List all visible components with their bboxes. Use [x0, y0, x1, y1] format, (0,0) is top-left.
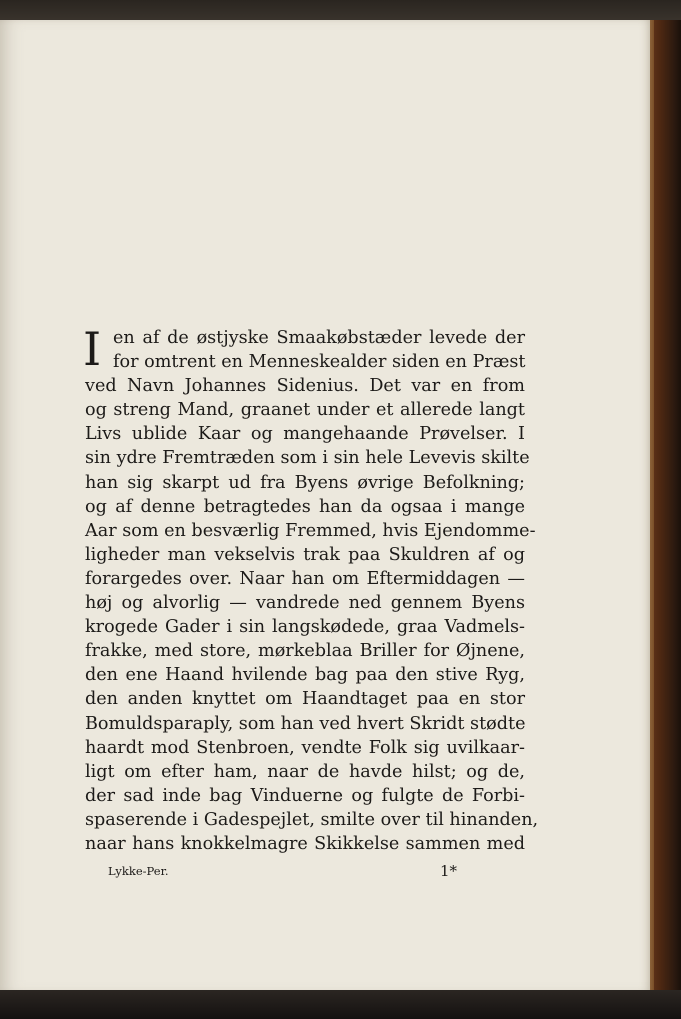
top-edge	[0, 0, 681, 22]
text-line: høj og alvorlig — vandrede ned gennem Byens	[85, 593, 525, 614]
signature-mark: 1*	[440, 862, 458, 880]
text-line: ligt om efter ham, naar de havde hilst; og de,	[85, 761, 525, 782]
text-line: ved Navn Johannes Sidenius. Det var en from	[85, 376, 525, 397]
text-line: krogede Gader i sin langskødede, graa Vadmels-	[85, 617, 525, 638]
text-line: frakke, med store, mørkeblaa Briller for Øjnene,	[85, 641, 525, 662]
text-line: forargedes over. Naar han om Eftermiddagen —	[85, 568, 525, 589]
text-line: sin ydre Fremtræden som i sin hele Levevis skilte	[85, 448, 530, 469]
text-line: Aar som en besværlig Fremmed, hvis Ejendomme-	[85, 520, 536, 541]
drop-cap: I	[83, 322, 102, 376]
text-line: haardt mod Stenbroen, vendte Folk sig uvilkaar-	[85, 737, 525, 758]
text-line: den ene Haand hvilende bag paa den stive Ryg,	[85, 665, 525, 686]
signature-label: Lykke-Per.	[108, 864, 169, 878]
text-line: der sad inde bag Vinduerne og fulgte de Forbi-	[85, 785, 525, 806]
text-line: og af denne betragtedes han da ogsaa i mange	[85, 496, 525, 517]
text-line: ligheder man vekselvis trak paa Skuldren af og	[85, 544, 525, 565]
text-line: den anden knyttet om Haandtaget paa en stor	[85, 689, 525, 710]
text-line: en af de østjyske Smaakøbstæder levede der	[113, 328, 525, 348]
text-line: Bomuldsparaply, som han ved hvert Skridt stødte	[85, 713, 526, 734]
body-text	[83, 322, 539, 856]
text-line: og streng Mand, graanet under et allerede langt	[85, 400, 525, 421]
text-line: naar hans knokkelmagre Skikkelse sammen med	[85, 833, 525, 854]
bottom-edge	[0, 990, 681, 1019]
text-line: spaserende i Gadespejlet, smilte over til hinanden,	[85, 809, 539, 830]
text-line: han sig skarpt ud fra Byens øvrige Befolkning;	[85, 472, 525, 493]
text-line: Livs ublide Kaar og mangehaande Prøvelser. I	[85, 424, 525, 445]
text-line: for omtrent en Menneskealder siden en Præst	[113, 352, 526, 373]
